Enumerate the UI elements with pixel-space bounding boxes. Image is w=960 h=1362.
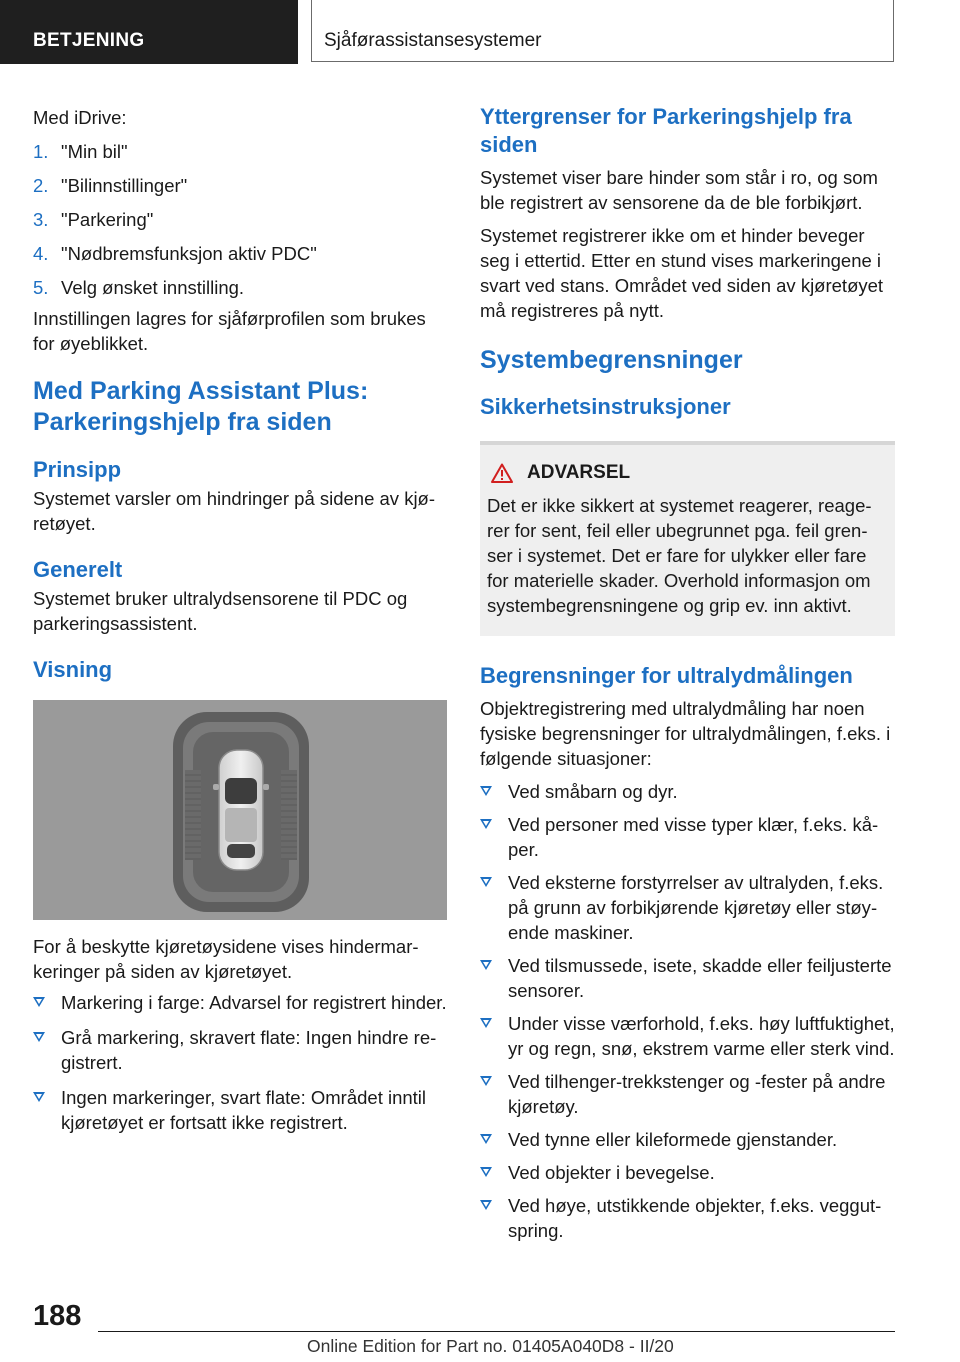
prinsipp-text: Systemet varsler om hindringer på sidene av kjøretøyet.: [33, 488, 436, 534]
list-item: [480, 779, 895, 804]
step-text: "Parkering": [61, 209, 154, 230]
list-item-text: Ved tilsmussede, isete, skadde eller feiljusterte sensorer.: [508, 955, 892, 1001]
idrive-steps: [33, 139, 447, 300]
step-item: [33, 207, 447, 232]
list-item: [33, 1085, 447, 1135]
list-item-text: Ved tilhenger-trekkstenger og -fester på andre kjøretøy.: [508, 1071, 886, 1117]
list-item: [480, 1069, 895, 1119]
header-section-tab: [0, 0, 298, 64]
parking-display-figure: [33, 700, 447, 920]
triangle-bullet-icon: [33, 1092, 45, 1102]
right-column: [480, 100, 895, 1243]
step-item: [33, 241, 447, 266]
yttergrenser-text-1: Systemet viser bare hinder som står i ro, og som ble registrert av sensorene da de ble forbikjørt.: [480, 167, 878, 213]
triangle-bullet-icon: [480, 960, 492, 970]
parking-assistant-heading: Med Parking Assistant Plus: Parkeringshjelp fra siden: [33, 377, 369, 436]
triangle-bullet-icon: [480, 1076, 492, 1086]
warning-title: [487, 461, 881, 485]
settings-saved-note: Innstillingen lagres for sjåførprofilen som brukes for øyeblikket.: [33, 308, 426, 354]
list-item-text: Ved eksterne forstyrrelser av ultralyden, f.eks. på grunn av forbikjørende kjøretøy eller støyende maskiner.: [508, 872, 884, 943]
idrive-intro: Med iDrive:: [33, 107, 127, 128]
step-number: 2.: [33, 175, 49, 196]
header-chapter-label: Sjåførassistansesystemer: [324, 30, 542, 51]
step-number: 3.: [33, 209, 49, 230]
step-item: [33, 173, 447, 198]
header-section-label: BETJENING: [33, 30, 145, 51]
sikkerhetsinstruksjoner-heading: Sikkerhetsinstruksjoner: [480, 394, 731, 419]
step-number: 5.: [33, 277, 49, 298]
list-item-text: Under visse værforhold, f.eks. høy luftfuktighet, yr og regn, snø, ekstrem varme eller sterk vind.: [508, 1013, 895, 1059]
footer-divider: [98, 1331, 895, 1332]
list-item: [33, 1025, 447, 1075]
list-item-text: Ved objekter i bevegelse.: [508, 1162, 715, 1183]
list-item-text: Markering i farge: Advarsel for registrert hinder.: [61, 992, 447, 1013]
list-item-text: Grå markering, skravert flate: Ingen hindre registrert.: [61, 1027, 437, 1073]
step-text: "Min bil": [61, 141, 128, 162]
triangle-bullet-icon: [480, 1200, 492, 1210]
page-number: 188: [33, 1300, 82, 1332]
yttergrenser-text-2: Systemet registrerer ikke om et hinder beveger seg i ettertid. Etter en stund vises markeringene i svart ved stans. Området ved siden av kjøretøyet må registreres på nytt.: [480, 225, 884, 321]
prinsipp-heading: Prinsipp: [33, 457, 122, 482]
list-item: [480, 870, 895, 945]
step-text: "Nødbremsfunksjon aktiv PDC": [61, 243, 317, 264]
step-item: [33, 139, 447, 164]
yttergrenser-heading: Yttergrenser for Parkeringshjelp fra siden: [480, 104, 852, 157]
list-item-text: Ved småbarn og dyr.: [508, 781, 678, 802]
step-text: "Bilinnstillinger": [61, 175, 188, 196]
left-column: [33, 100, 447, 1135]
warning-title-text: ADVARSEL: [527, 462, 631, 483]
triangle-bullet-icon: [33, 997, 45, 1007]
triangle-bullet-icon: [480, 819, 492, 829]
visning-text: For å beskytte kjøretøysidene vises hindermarkeringer på siden av kjøretøyet.: [33, 936, 419, 982]
begrensninger-text: Objektregistrering med ultralydmåling har noen fysiske begrensninger for ultralydmålingen, f.eks. i følgende situasjoner:: [480, 698, 891, 769]
list-item: [480, 1127, 895, 1152]
limitations-list: [480, 779, 895, 1243]
list-item-text: Ved personer med visse typer klær, f.eks. kåper.: [508, 814, 879, 860]
list-item: [480, 1160, 895, 1185]
step-text: Velg ønsket innstilling.: [61, 277, 245, 298]
parking-display-illustration: [33, 700, 447, 920]
triangle-bullet-icon: [480, 1134, 492, 1144]
triangle-bullet-icon: [480, 786, 492, 796]
list-item: [480, 953, 895, 1003]
begrensninger-heading: Begrensninger for ultralydmålingen: [480, 663, 853, 688]
warning-triangle-icon: [491, 463, 513, 483]
list-item-text: Ingen markeringer, svart flate: Området inntil kjøretøyet er fortsatt ikke registrert.: [61, 1087, 427, 1133]
warning-text: Det er ikke sikkert at systemet reagerer, reagerer for sent, feil eller ubegrunnet pga. feil grenser i systemet. Det er fare for ulykker eller fare for materielle skader. Overhold informasjon om systembegrensningene og grip ev. inn aktivt.: [487, 495, 872, 616]
list-item: [480, 1011, 895, 1061]
warning-box: [480, 445, 895, 636]
generelt-text: Systemet bruker ultralydsensorene til PDC og parkeringsassistent.: [33, 588, 408, 634]
marking-legend-list: [33, 990, 447, 1135]
list-item: [33, 990, 447, 1015]
step-number: 4.: [33, 243, 49, 264]
systembegrensninger-heading: Systembegrensninger: [480, 346, 743, 374]
header-chapter-tab: [311, 0, 894, 62]
list-item: [480, 1193, 895, 1243]
triangle-bullet-icon: [480, 1167, 492, 1177]
triangle-bullet-icon: [480, 877, 492, 887]
step-number: 1.: [33, 141, 49, 162]
triangle-bullet-icon: [480, 1018, 492, 1028]
triangle-bullet-icon: [33, 1032, 45, 1042]
list-item-text: Ved høye, utstikkende objekter, f.eks. veggutspring.: [508, 1195, 882, 1241]
footer-edition: Online Edition for Part no. 01405A040D8 - II/20: [307, 1336, 674, 1356]
visning-heading: Visning: [33, 657, 113, 682]
step-item: [33, 275, 447, 300]
list-item: [480, 812, 895, 862]
list-item-text: Ved tynne eller kileformede gjenstander.: [508, 1129, 838, 1150]
generelt-heading: Generelt: [33, 557, 123, 582]
